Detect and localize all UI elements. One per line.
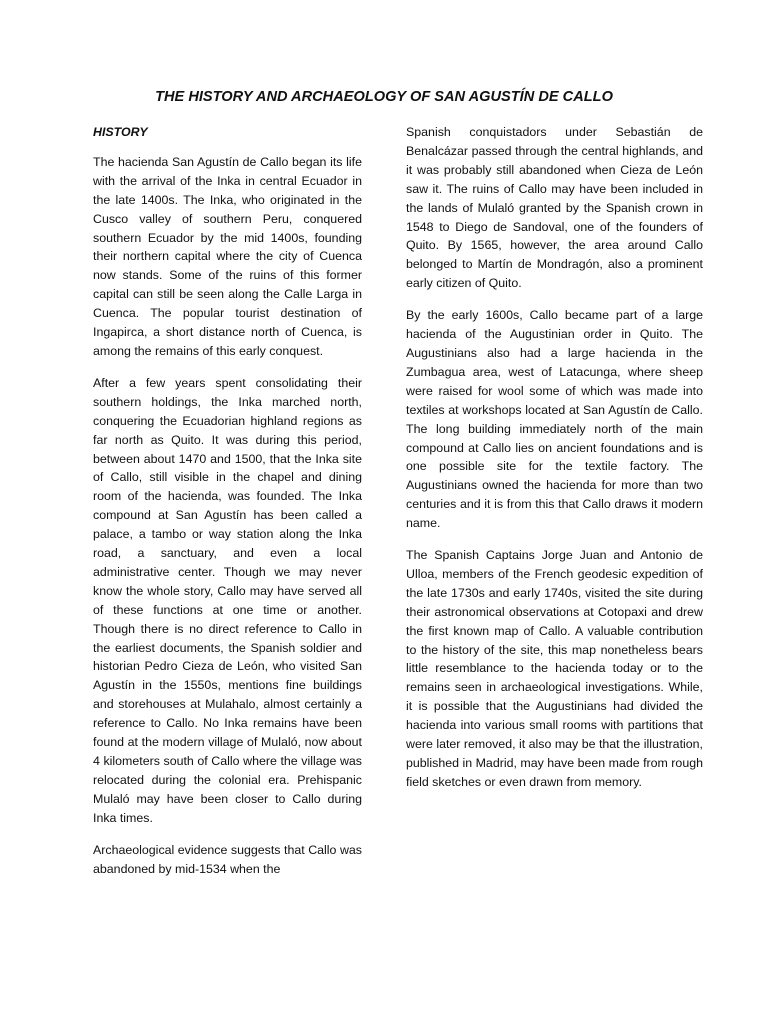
paragraph: By the early 1600s, Callo became part of a large hacienda of the Augustinian order in Quito. The Augustinians also had a large hacienda in the Zumbagua area, west of Latacunga, where sheep were raised for wool some of which was made into textiles at workshops located at San Agustín de Callo. The long building immediately north of the main compound at Callo lies on ancient foundations and is one possible site for the textile factory. The Augustinians owned the hacienda for more than two centuries and it is from this that Callo draws it modern name. [406,308,703,531]
paragraph: The Spanish Captains Jorge Juan and Antonio de Ulloa, members of the French geodesic expedition of the late 1730s and early 1740s, visited the site during their astronomical observations at Cotopaxi and drew the first known map of Callo. A valuable contribution to the history of the site, this map nonetheless bears little resemblance to the hacienda today or to the remains seen in archaeological investigations. While, it is possible that the Augustinians had divided the hacienda into various small rooms with partitions that were later removed, it also may be that the illustration, published in Madrid, may have been made from rough field sketches or even drawn from memory. [406,548,703,789]
paragraph: Spanish conquistadors under Sebastián de Benalcázar passed through the central highlands, and it was probably still abandoned when Cieza de León saw it. The ruins of Callo may have been included in the lands of Mulaló granted by the Spanish crown in 1548 to Diego de Sandoval, one of the founders of Quito. By 1565, however, the area around Callo belonged to Martín de Mondragón, also a prominent early citizen of Quito. [406,125,703,291]
document-title: THE HISTORY AND ARCHAEOLOGY OF SAN AGUSTÍN DE CALLO [155,89,613,105]
right-column [406,123,703,805]
left-column [93,123,362,891]
paragraph: The hacienda San Agustín de Callo began its life with the arrival of the Inka in central Ecuador in the late 1400s. The Inka, who originated in the Cusco valley of southern Peru, conquered southern Ecuador by the mid 1400s, founding their northern capital where the city of Cuenca now stands. Some of the ruins of this former capital can still be seen along the Calle Larga in Cuenca. The popular tourist destination of Ingapirca, a short distance north of Cuenca, is among the remains of this early conquest. [93,154,362,358]
paragraph: Archaeological evidence suggests that Callo was abandoned by mid-1534 when the [93,842,362,876]
paragraph: After a few years spent consolidating their southern holdings, the Inka marched north, conquering the Ecuadorian highland regions as far north as Quito. It was during this period, between about 1470 and 1500, that the Inka site of Callo, still visible in the chapel and dining room of the hacienda, was founded. The Inka compound at San Agustín has been called a palace, a tambo or way station along the Inka road, a sanctuary, and even a local administrative center. Though we may never know the whole story, Callo may have served all of these functions at one time or another. Though there is no direct reference to Callo in the earliest documents, the Spanish soldier and historian Pedro Cieza de León, who visited San Agustín in the 1550s, mentions fine buildings and storehouses at Mulahalo, almost certainly a reference to Callo. No Inka remains have been found at the modern village of Mulaló, now about 4 kilometers south of Callo where the village was relocated during the colonial era. Prehispanic Mulaló may have been closer to Callo during Inka times. [93,375,362,825]
section-heading: HISTORY [93,125,148,139]
